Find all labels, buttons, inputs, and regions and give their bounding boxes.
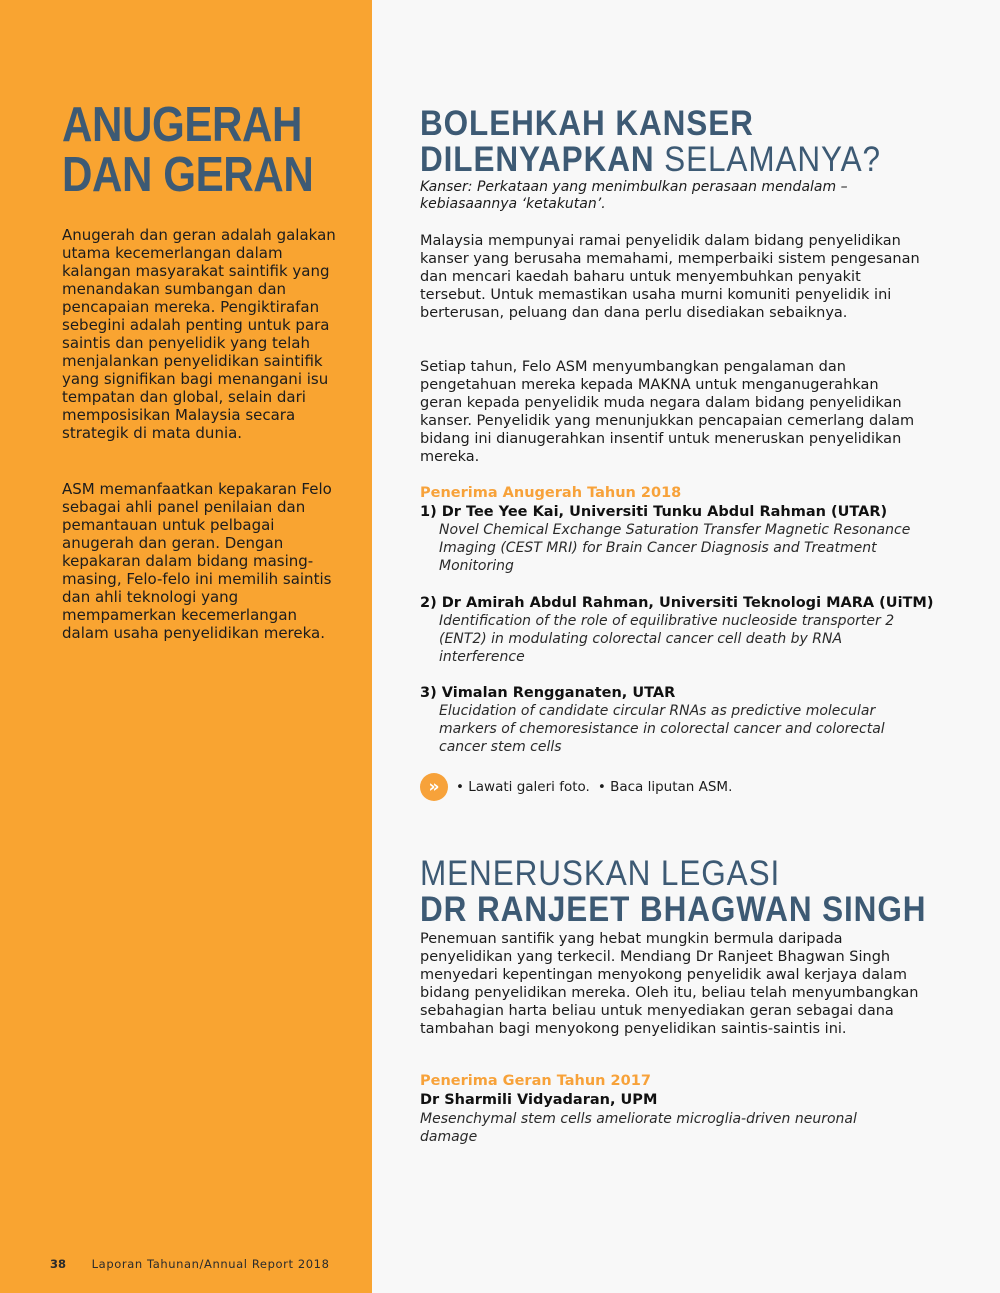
- page-number: 38: [50, 1257, 67, 1271]
- section1-heading-bold: DILENYAPKAN: [420, 140, 655, 179]
- sidebar-title-line2: DAN GERAN: [62, 148, 314, 202]
- recipient-name: 1) Dr Tee Yee Kai, Universiti Tunku Abdul Rahman (UTAR): [420, 504, 888, 520]
- asm-coverage-link[interactable]: • Baca liputan ASM.: [597, 779, 733, 795]
- photo-gallery-link[interactable]: • Lawati galeri foto.: [456, 779, 590, 795]
- section2-heading-line2: DR RANJEET BHAGWAN SINGH: [420, 890, 927, 929]
- section1-heading-line1: BOLEHKAH KANSER: [420, 104, 754, 143]
- recipient-item: [420, 684, 940, 756]
- recipient-item: [420, 503, 940, 575]
- grant-recipient-name: Dr Sharmili Vidyadaran, UPM: [420, 1092, 658, 1108]
- recipient-item: [420, 594, 940, 666]
- section1-heading: [420, 106, 906, 178]
- section2-paragraph: Penemuan santifik yang hebat mungkin bermula daripada penyelidikan yang terkecil. Mendiang Dr Ranjeet Bhagwan Singh menyedari kepentingan menyokong penyelidik awal kerjaya dalam bidang penyelidikan mereka. Oleh itu, beliau telah menyumbangkan sebahagian harta beliau untuk menyediakan geran sebagai dana tambahan bagi menyokong penyelidikan saintis-saintis ini.: [420, 931, 919, 1037]
- grant-project-title: Mesenchymal stem cells ameliorate microglia-driven neuronal damage: [420, 1111, 857, 1145]
- related-links: [420, 773, 740, 801]
- section1-subtitle: Kanser: Perkataan yang menimbulkan perasaan mendalam – kebiasaannya ‘ketakutan’.: [420, 179, 848, 212]
- sidebar-paragraph-1: Anugerah dan geran adalah galakan utama kecemerlangan dalam kalangan masyarakat saintifik yang menandakan sumbangan dan pencapaian mereka. Pengiktirafan sebegini adalah penting untuk para saintis dan penyelidik yang telah menjalankan penyelidikan saintifik yang signifikan bagi menangani isu tempatan dan global, selain dari memposisikan Malaysia secara strategik di mata dunia.: [62, 226, 336, 442]
- report-title: Laporan Tahunan/Annual Report 2018: [91, 1257, 330, 1271]
- recipient-project-title: Identification of the role of equilibrative nucleoside transporter 2 (ENT2) in modulating colorectal cancer cell death by RNA interference: [439, 613, 895, 665]
- section1-paragraph-1: Malaysia mempunyai ramai penyelidik dalam bidang penyelidikan kanser yang berusaha memahami, memperbaiki sistem pengesanan dan mencari kaedah baharu untuk menyembuhkan penyakit tersebut. Untuk memastikan usaha murni komuniti penyelidik ini berterusan, peluang dan dana perlu disediakan sebaiknya.: [420, 233, 920, 321]
- recipients-heading: Penerima Anugerah Tahun 2018: [420, 485, 682, 501]
- section1-paragraph-2: Setiap tahun, Felo ASM menyumbangkan pengalaman dan pengetahuan mereka kepada MAKNA untuk menganugerahkan geran kepada penyelidik muda negara dalam bidang penyelidikan kanser. Penyelidik yang menunjukkan pencapaian cemerlang dalam bidang ini dianugerahkan insentif untuk meneruskan penyelidikan mereka.: [420, 359, 915, 465]
- sidebar-title: [62, 100, 313, 200]
- double-chevron-right-icon[interactable]: »: [420, 773, 448, 801]
- grant-heading: Penerima Geran Tahun 2017: [420, 1073, 651, 1089]
- section1-heading-light: SELAMANYA?: [654, 140, 881, 179]
- recipient-project-title: Elucidation of candidate circular RNAs as predictive molecular markers of chemoresistance in colorectal cancer and colorectal cancer stem cells: [439, 703, 885, 755]
- recipient-project-title: Novel Chemical Exchange Saturation Transfer Magnetic Resonance Imaging (CEST MRI) for Brain Cancer Diagnosis and Treatment Monitoring: [439, 522, 911, 574]
- sidebar-title-line1: ANUGERAH: [62, 98, 303, 152]
- page-footer: [50, 1257, 330, 1271]
- section2-heading: [420, 854, 927, 929]
- section2-heading-line1: MENERUSKAN LEGASI: [420, 854, 781, 893]
- recipient-name: 3) Vimalan Rengganaten, UTAR: [420, 685, 676, 701]
- recipient-name: 2) Dr Amirah Abdul Rahman, Universiti Teknologi MARA (UiTM): [420, 595, 934, 611]
- sidebar-paragraph-2: ASM memanfaatkan kepakaran Felo sebagai ahli panel penilaian dan pemantauan untuk pelbagai anugerah dan geran. Dengan kepakaran dalam bidang masing-masing, Felo-felo ini memilih saintis dan ahli teknologi yang mempamerkan kecemerlangan dalam usaha penyelidikan mereka.: [62, 480, 332, 642]
